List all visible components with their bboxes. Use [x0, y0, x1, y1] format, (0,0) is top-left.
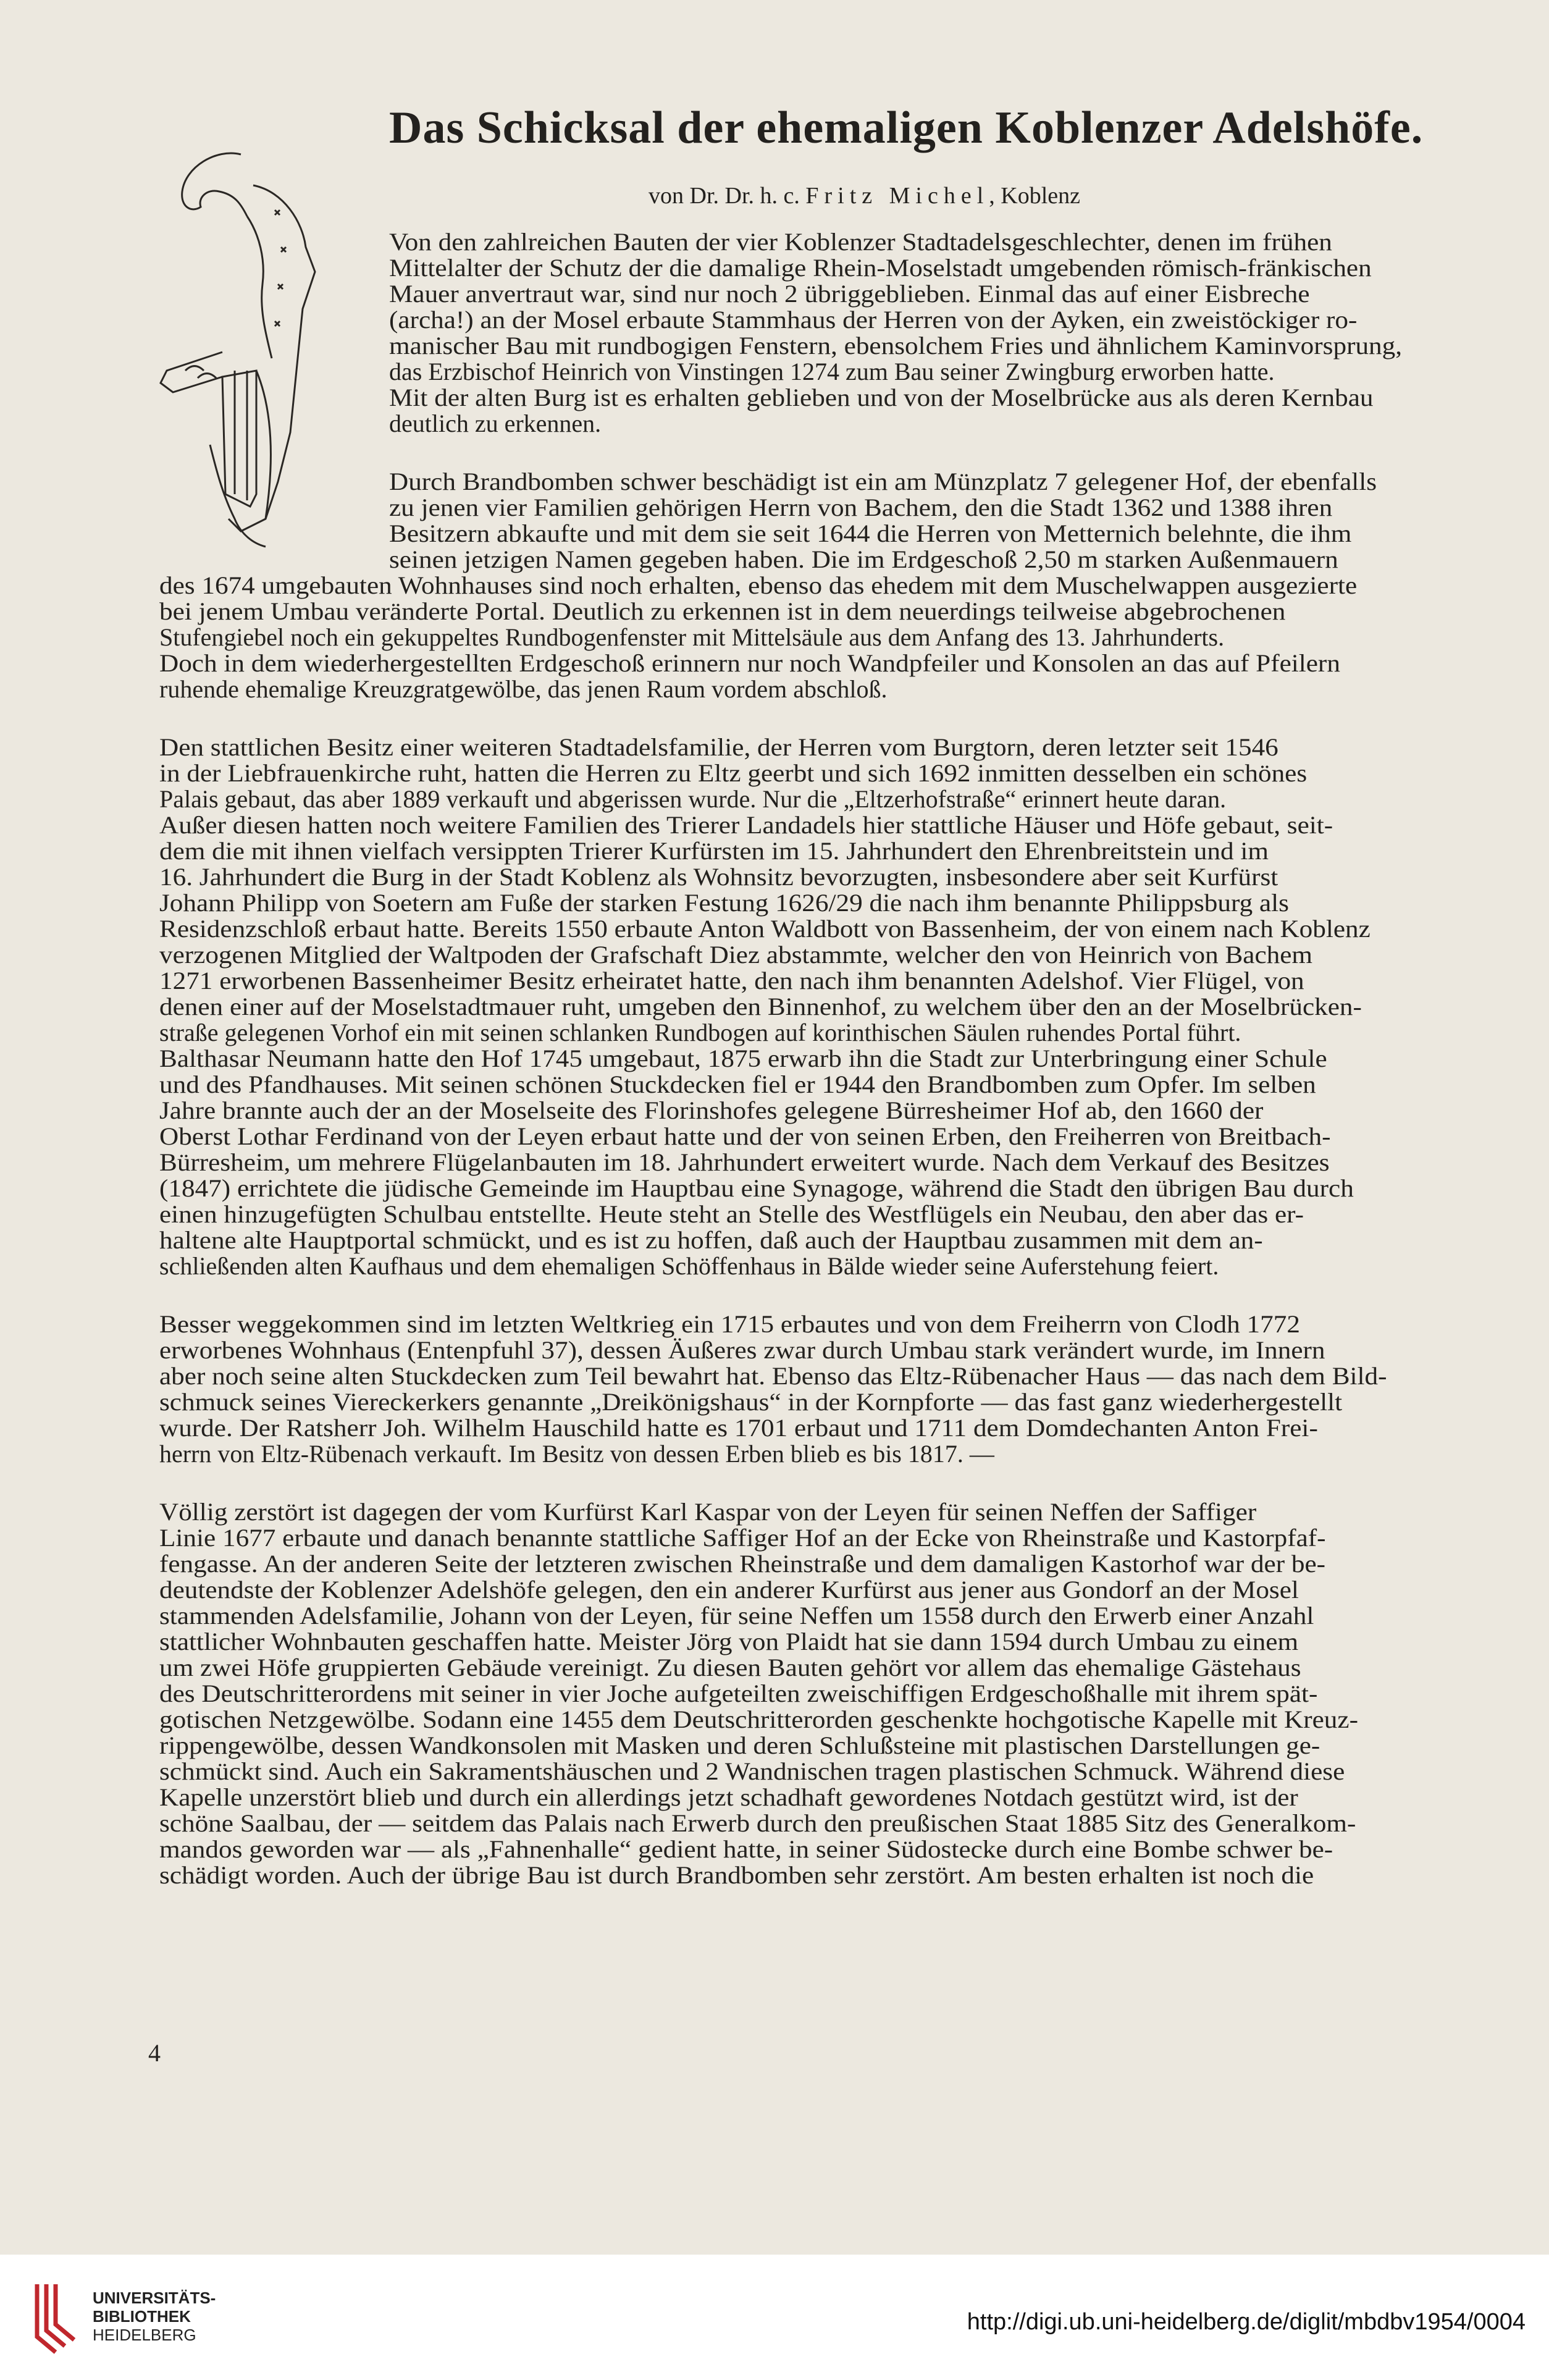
text-line: schädigt worden. Auch der übrige Bau ist durch Brandbomben sehr zerstört. Am besten erhalten ist noch die: [159, 1861, 1314, 1889]
text-line: dem die mit ihnen vielfach versippten Trierer Kurfürsten im 15. Jahrhundert den Ehrenbreitstein und im: [159, 837, 1269, 865]
text-line: denen einer auf der Moselstadtmauer ruht, umgeben den Binnenhof, zu welchem über den an der Moselbrücken-: [159, 993, 1362, 1020]
text-line: seinen jetzigen Namen gegeben haben. Die im Erdgeschoß 2,50 m starken Außenmauern: [389, 545, 1338, 573]
text-line: einen hinzugefügten Schulbau entstellte. Heute steht an Stelle des Westflügels ein Neubau, den aber das er-: [159, 1200, 1304, 1228]
byline-prefix: von Dr. Dr. h. c.: [649, 183, 800, 209]
text-line: Palais gebaut, das aber 1889 verkauft und abgerissen wurde. Nur die „Eltzerhofstraße“ erinnert heute daran.: [159, 785, 1227, 813]
text-line: schöne Saalbau, der — seitdem das Palais nach Erwerb durch den preußischen Staat 1885 Sitz des Generalkom-: [159, 1809, 1356, 1837]
text-line: aber noch seine alten Stuckdecken zum Teil bewahrt hat. Ebenso das Eltz-Rübenacher Haus — das nach dem Bild-: [159, 1362, 1387, 1390]
text-line: des 1674 umgebauten Wohnhauses sind noch erhalten, ebenso das ehedem mit dem Muschelwappen ausgezierte: [159, 571, 1358, 599]
text-line: Linie 1677 erbaute und danach benannte stattliche Saffiger Hof an der Ecke von Rheinstraße und Kastorpfaf-: [159, 1524, 1326, 1552]
text-line: Johann Philipp von Soetern am Fuße der starken Festung 1626/29 die nach ihm benannte Philippsburg als: [159, 889, 1289, 917]
text-line: wurde. Der Ratsherr Joh. Wilhelm Hauschild hatte es 1701 erbaut und 1711 dem Domdechanten Anton Frei-: [159, 1414, 1318, 1442]
text-line: in der Liebfrauenkirche ruht, hatten die Herren zu Eltz geerbt und sich 1692 inmitten desselben ein schönes: [159, 759, 1308, 787]
text-line: schmuck seines Viereckerkers genannte „Dreikönigshaus“ in der Kornpforte — das fast ganz wiederhergestellt: [159, 1388, 1343, 1416]
library-line-1: UNIVERSITÄTS-: [93, 2289, 216, 2307]
text-line: rippengewölbe, dessen Wandkonsolen mit Masken und deren Schlußsteine mit plastischen Darstellungen ge-: [159, 1731, 1320, 1759]
text-line: verzogenen Mitglied der Waltpoden der Grafschaft Diez abstammte, welcher den von Heinrich von Bachem: [159, 941, 1313, 969]
text-line: haltene alte Hauptportal schmückt, und es ist zu hoffen, daß auch der Hauptbau zusammen mit dem an-: [159, 1226, 1263, 1254]
ub-heidelberg-logo-icon[interactable]: [31, 2278, 80, 2358]
text-line: Balthasar Neumann hatte den Hof 1745 umgebaut, 1875 erwarb ihn die Stadt zur Unterbringung einer Schule: [159, 1045, 1327, 1072]
text-line: Residenzschloß erbaut hatte. Bereits 1550 erbaute Anton Waldbott von Bassenheim, der von einem nach Koblenz: [159, 915, 1371, 943]
text-line: und des Pfandhauses. Mit seinen schönen Stuckdecken fiel er 1944 den Brandbomben zum Opfer. Im selben: [159, 1070, 1316, 1098]
text-line: Oberst Lothar Ferdinand von der Leyen erbaut hatte und der von seinen Erben, den Freiherren von Breitbach-: [159, 1122, 1331, 1150]
article-byline: [649, 182, 1080, 209]
text-line: 1271 erworbenen Bassenheimer Besitz erheiratet hatte, den nach ihm benannten Adelshof. Vier Flügel, von: [159, 967, 1304, 994]
text-line: Doch in dem wiederhergestellten Erdgeschoß erinnern nur noch Wandpfeiler und Konsolen an das auf Pfeilern: [159, 649, 1340, 677]
article-title: Das Schicksal der ehemaligen Koblenzer Adelshöfe.: [389, 103, 1424, 153]
text-line: Außer diesen hatten noch weitere Familien des Trierer Landadels hier stattliche Häuser und Höfe gebaut, seit-: [159, 811, 1333, 839]
text-line: das Erzbischof Heinrich von Vinstingen 1274 zum Bau seiner Zwingburg erworben hatte.: [389, 358, 1275, 385]
text-line: Besitzern abkaufte und mit dem sie seit 1644 die Herren von Metternich belehnte, die ihm: [389, 519, 1352, 547]
permalink-url[interactable]: http://digi.ub.uni-heidelberg.de/diglit/mbdbv1954/0004: [967, 2309, 1526, 2335]
text-line: deutlich zu erkennen.: [389, 410, 602, 437]
text-line: Stufengiebel noch ein gekuppeltes Rundbogenfenster mit Mittelsäule aus dem Anfang des 13. Jahrhunderts.: [159, 623, 1225, 651]
text-line: Durch Brandbomben schwer beschädigt ist ein am Münzplatz 7 gelegener Hof, der ebenfalls: [389, 468, 1377, 495]
text-line: erworbenes Wohnhaus (Entenpfuhl 37), dessen Äußeres zwar durch Umbau stark verändert wurde, im Innern: [159, 1336, 1325, 1364]
text-line: (1847) errichtete die jüdische Gemeinde im Hauptbau eine Synagoge, während die Stadt den übrigen Bau durch: [159, 1174, 1354, 1202]
text-line: Kapelle unzerstört blieb und durch ein allerdings jetzt schadhaft gewordenes Notdach gestützt wird, ist der: [159, 1783, 1298, 1811]
text-line: schließenden alten Kaufhaus und dem ehemaligen Schöffenhaus in Bälde wieder seine Auferstehung feiert.: [159, 1252, 1219, 1280]
text-line: Den stattlichen Besitz einer weiteren Stadtadelsfamilie, der Herren vom Burgtorn, deren letzter seit 1546: [159, 733, 1278, 761]
byline-author: Fritz Michel: [805, 183, 989, 209]
text-line: Bürresheim, um mehrere Flügelanbauten im 18. Jahrhundert erweitert wurde. Nach dem Verkauf des Besitzes: [159, 1148, 1330, 1176]
text-line: Mit der alten Burg ist es erhalten geblieben und von der Moselbrücke aus als deren Kernbau: [389, 384, 1374, 411]
page-number: 4: [148, 2039, 161, 2067]
text-line: zu jenen vier Familien gehörigen Herrn von Bachem, den die Stadt 1362 und 1388 ihren: [389, 494, 1333, 521]
text-line: Völlig zerstört ist dagegen der vom Kurfürst Karl Kaspar von der Leyen für seinen Neffen der Saffiger: [159, 1498, 1257, 1526]
library-line-3: HEIDELBERG: [93, 2326, 196, 2344]
text-line: schmückt sind. Auch ein Sakramentshäuschen und 2 Wandnischen tragen plastischen Schmuck. Während diese: [159, 1757, 1345, 1785]
text-line: bei jenem Umbau veränderte Portal. Deutlich zu erkennen ist in dem neuerdings teilweise abgebrochenen: [159, 597, 1286, 625]
text-line: Mittelalter der Schutz der die damalige Rhein-Moselstadt umgebenden römisch-fränkischen: [389, 254, 1372, 282]
text-line: ruhende ehemalige Kreuzgratgewölbe, das jenen Raum vordem abschloß.: [159, 675, 888, 703]
library-name[interactable]: [93, 2289, 216, 2344]
text-line: straße gelegenen Vorhof ein mit seinen schlanken Rundbogen auf korinthischen Säulen ruhendes Portal führt.: [159, 1019, 1241, 1046]
text-line: Jahre brannte auch der an der Moselseite des Florinshofes gelegene Bürresheimer Hof ab, den 1660 der: [159, 1096, 1264, 1124]
text-line: Mauer anvertraut war, sind nur noch 2 übriggeblieben. Einmal das auf einer Eisbreche: [389, 280, 1310, 308]
text-line: Besser weggekommen sind im letzten Weltkrieg ein 1715 erbautes und von dem Freiherrn von Clodh 1772: [159, 1310, 1300, 1338]
footer-bar: [0, 2255, 1549, 2380]
text-line: Von den zahlreichen Bauten der vier Koblenzer Stadtadelsgeschlechter, denen im frühen: [389, 228, 1332, 256]
text-line: um zwei Höfe gruppierten Gebäude vereinigt. Zu diesen Bauten gehört vor allem das ehemalige Gästehaus: [159, 1654, 1301, 1681]
text-line: stammenden Adelsfamilie, Johann von der Leyen, für seine Neffen um 1558 durch den Erwerb einer Anzahl: [159, 1602, 1314, 1629]
text-line: herrn von Eltz-Rübenach verkauft. Im Besitz von dessen Erben blieb es bis 1817. —: [159, 1440, 994, 1468]
text-line: manischer Bau mit rundbogigen Fenstern, ebensolchem Fries und ähnlichem Kaminvorsprung,: [389, 332, 1403, 360]
eagle-crest-icon: [148, 148, 334, 556]
library-line-2: BIBLIOTHEK: [93, 2307, 191, 2326]
text-line: 16. Jahrhundert die Burg in der Stadt Koblenz als Wohnsitz bevorzugten, insbesondere aber seit Kurfürst: [159, 863, 1278, 891]
text-line: deutendste der Koblenzer Adelshöfe gelegen, den ein anderer Kurfürst aus jener aus Gondorf an der Mosel: [159, 1576, 1299, 1604]
text-line: (archa!) an der Mosel erbaute Stammhaus der Herren von der Ayken, ein zweistöckiger ro-: [389, 306, 1358, 334]
text-line: des Deutschritterordens mit seiner in vier Joche aufgeteilten zweischiffigen Erdgeschoßhalle mit ihrem spät-: [159, 1680, 1318, 1707]
byline-suffix: , Koblenz: [989, 183, 1081, 209]
text-line: mandos geworden war — als „Fahnenhalle“ gedient hatte, in seiner Südostecke durch eine Bombe schwer be-: [159, 1835, 1333, 1863]
text-line: fengasse. An der anderen Seite der letzteren zwischen Rheinstraße und dem damaligen Kastorhof war der be-: [159, 1550, 1326, 1578]
text-line: stattlicher Wohnbauten geschaffen hatte. Meister Jörg von Plaidt hat sie dann 1594 durch Umbau zu einem: [159, 1628, 1299, 1655]
text-line: gotischen Netzgewölbe. Sodann eine 1455 dem Deutschritterorden geschenkte hochgotische Kapelle mit Kreuz-: [159, 1705, 1358, 1733]
